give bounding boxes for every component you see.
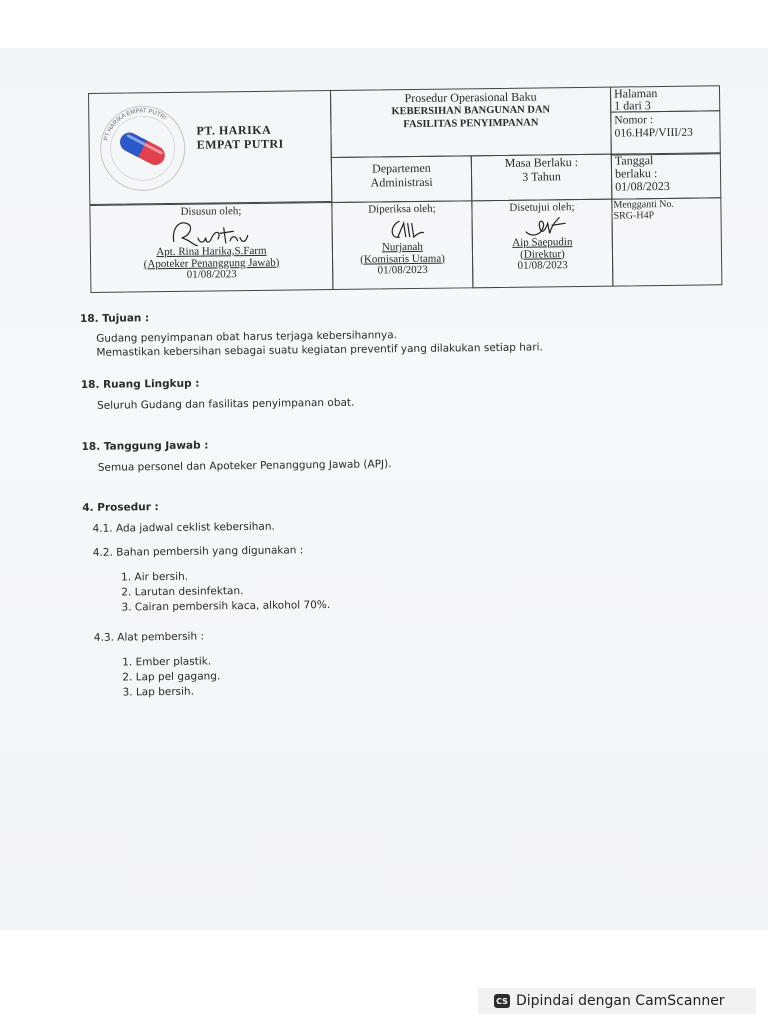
svg-text:PT HARIKA EMPAT PUTRI: PT HARIKA EMPAT PUTRI — [103, 108, 167, 142]
prosedur-4-2: 4.2. Bahan pembersih yang digunakan : — [92, 544, 304, 559]
prosedur-4-3: 4.3. Alat pembersih : — [93, 630, 205, 644]
masa-berlaku-label: Masa Berlaku : — [504, 155, 579, 170]
tanggung-jawab-line1: Semua personel dan Apoteker Penanggung Jawab (APJ). — [97, 458, 392, 474]
disetujui-label: Disetujui oleh; — [509, 201, 575, 214]
disetujui-role: (Direktur) — [520, 247, 565, 261]
alat-item: 3. Lap bersih. — [122, 685, 195, 699]
mengganti-label: Mengganti No. — [613, 198, 675, 211]
signature-diperiksa — [386, 217, 426, 243]
company-name-line1: PT. HARIKA — [196, 122, 272, 138]
disusun-role: (Apoteker Penanggung Jawab) — [143, 256, 280, 270]
tanggal-berlaku-info — [615, 154, 670, 194]
tujuan-line2: Memastikan kebersihan sebagai suatu kegiatan preventif yang dilakukan setiap hari. — [96, 341, 543, 359]
bahan-item: 3. Cairan pembersih kaca, alkohol 70%. — [121, 598, 331, 614]
disetujui-date: 01/08/2023 — [517, 259, 568, 272]
ruang-lingkup-line1: Seluruh Gudang dan fasilitas penyimpanan obat. — [96, 396, 355, 412]
disusun-signer — [90, 245, 333, 282]
departemen-info — [331, 160, 472, 190]
bahan-item: 1. Air bersih. — [121, 570, 189, 584]
tanggal-label-2: berlaku : — [614, 166, 658, 181]
title-line1: Prosedur Operasional Baku — [404, 89, 537, 106]
nomor-value: 016.H4P/VIII/23 — [614, 126, 693, 140]
diperiksa-label: Diperiksa oleh; — [368, 202, 436, 216]
departemen-value: Administrasi — [370, 174, 433, 190]
company-name-line2: EMPAT PUTRI — [196, 136, 284, 152]
camscanner-label: Dipindai dengan CamScanner — [516, 993, 725, 1009]
document-header-table — [88, 85, 722, 293]
tanggal-label-1: Tanggal — [614, 153, 654, 168]
halaman-label: Halaman — [613, 86, 658, 101]
departemen-label: Departemen — [372, 160, 431, 176]
company-name — [196, 123, 284, 152]
disusun-date: 01/08/2023 — [186, 268, 237, 281]
diperiksa-name: Nurjanah — [381, 240, 423, 254]
prosedur-heading: 4. Prosedur : — [82, 501, 159, 514]
disetujui-signer — [472, 237, 613, 273]
prosedur-4-1: 4.1. Ada jadwal ceklist kebersihan. — [92, 520, 275, 535]
camscanner-icon: CS — [494, 994, 510, 1008]
company-logo — [96, 102, 189, 195]
title-line2: KEBERSIHAN BANGUNAN DAN — [391, 104, 551, 118]
masa-berlaku-value: 3 Tahun — [522, 169, 561, 184]
tujuan-line1: Gudang penyimpanan obat harus terjaga kebersihannya. — [96, 329, 398, 345]
camscanner-watermark — [478, 988, 756, 1014]
title-line3: FASILITAS PENYIMPANAN — [403, 117, 539, 131]
nomor-info — [614, 114, 693, 141]
halaman-value: 1 dari 3 — [614, 98, 651, 113]
ruang-lingkup-heading: 18. Ruang Lingkup : — [80, 377, 200, 391]
bahan-item: 2. Larutan desinfektan. — [121, 585, 244, 599]
tanggal-value: 01/08/2023 — [615, 178, 670, 194]
alat-item: 1. Ember plastik. — [122, 655, 212, 669]
mengganti-info — [613, 199, 674, 222]
document-title — [330, 90, 611, 132]
diperiksa-signer — [332, 241, 473, 277]
mengganti-value: SRG-H4P — [613, 210, 655, 222]
disusun-label: Disusun oleh; — [180, 205, 242, 218]
disusun-name: Apt. Rina Harika,S.Farm — [156, 244, 267, 259]
diperiksa-role: (Komisaris Utama) — [360, 252, 445, 266]
alat-item: 2. Lap pel gagang. — [122, 670, 221, 684]
nomor-label: Nomor : — [614, 114, 654, 127]
halaman-info — [614, 87, 658, 112]
tanggung-jawab-heading: 18. Tanggung Jawab : — [81, 439, 209, 453]
masa-berlaku-info — [471, 155, 612, 185]
diperiksa-date: 01/08/2023 — [377, 263, 428, 277]
tujuan-heading: 18. Tujuan : — [79, 312, 150, 325]
diperiksa-block — [331, 202, 472, 216]
disetujui-name: Aip Saepudin — [512, 236, 573, 249]
